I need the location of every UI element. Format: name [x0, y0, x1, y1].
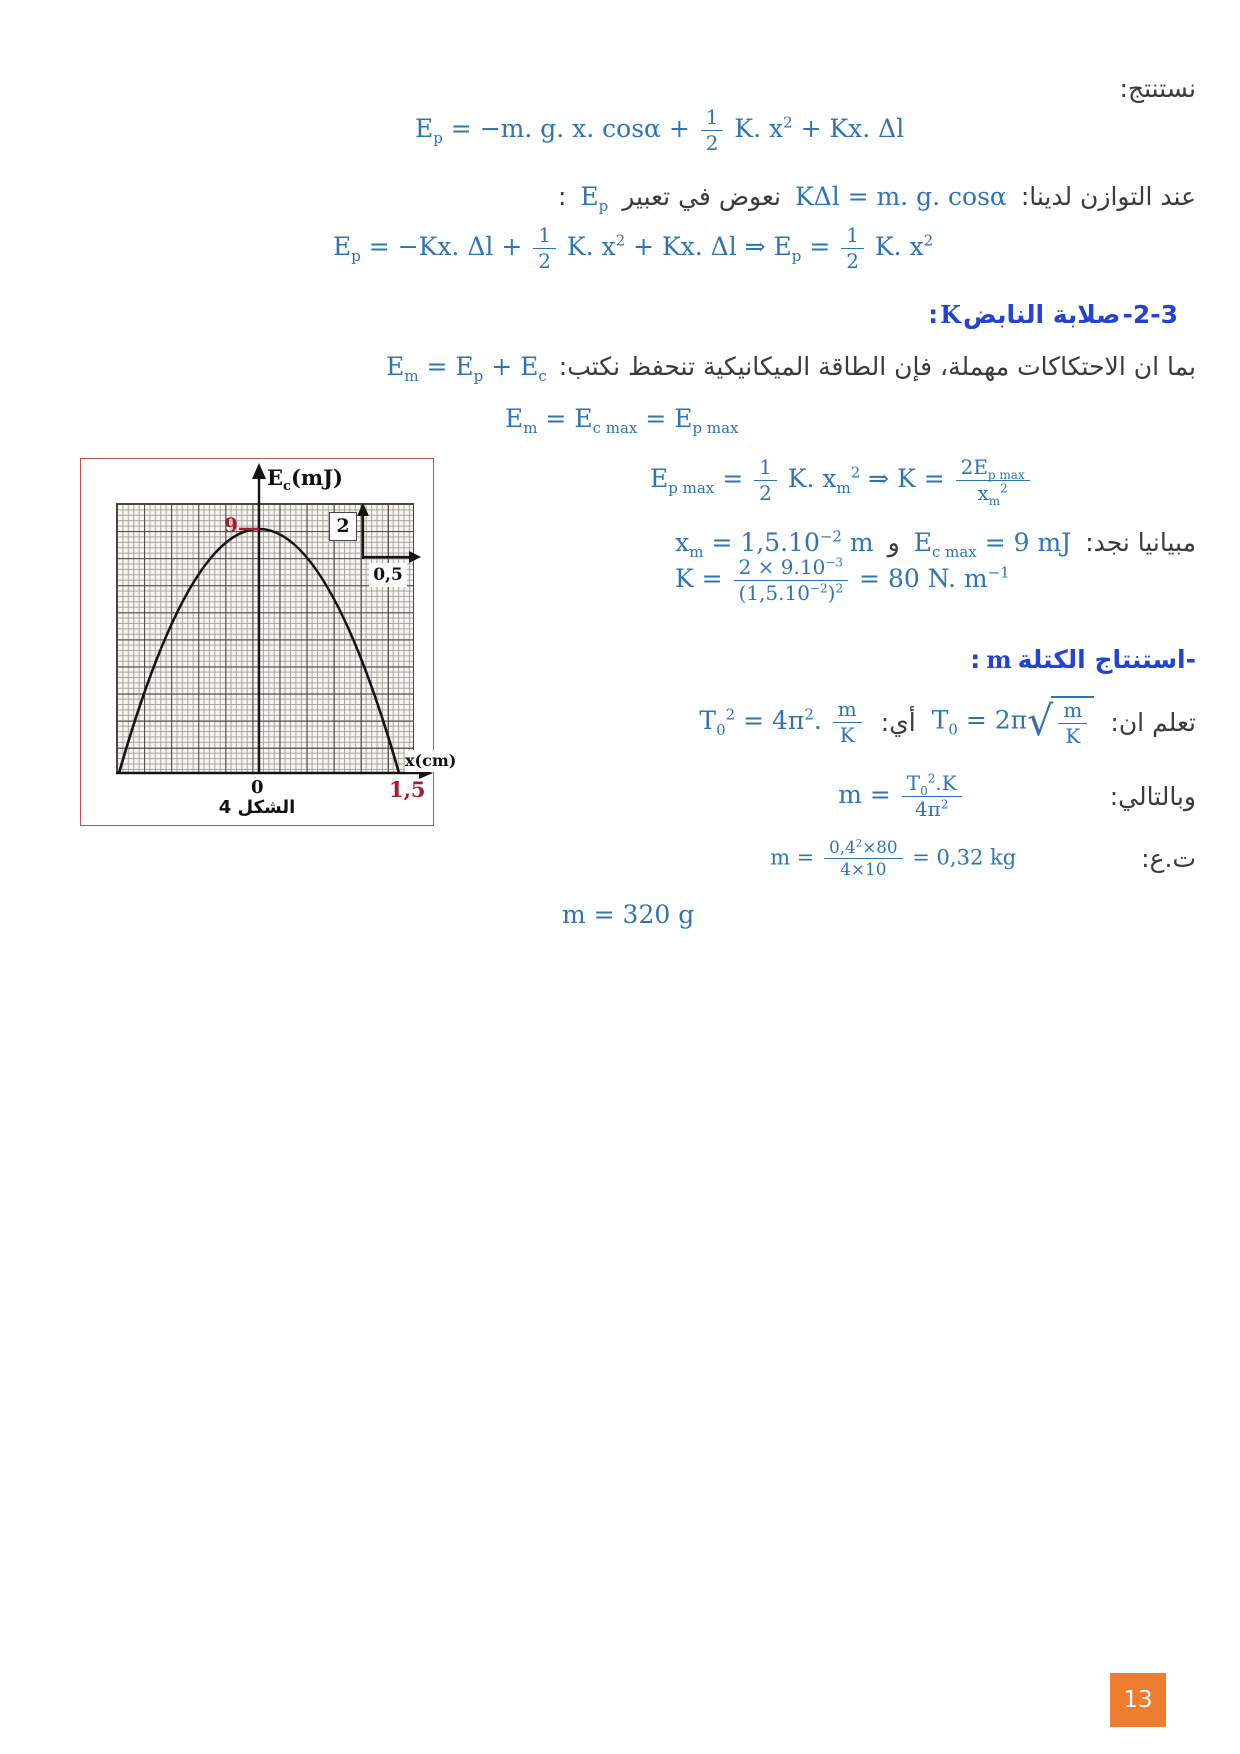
- conclude-text: نستنتج:: [1119, 74, 1196, 103]
- eq-ep-full: $E_p = -m$. g. x. cosα + $\frac{1}{2}$ K. $x^2 + Kx$. Δl: [415, 105, 905, 155]
- y-axis-label: [267, 465, 343, 494]
- y-axis-label-unit: (mJ): [290, 465, 343, 490]
- heading-k-colon: :: [928, 300, 939, 329]
- graph-reading-label: مبيانيا نجد:: [1085, 528, 1196, 557]
- heading-m-colon: :: [970, 645, 981, 674]
- x-max-label: 1,5: [389, 777, 426, 802]
- x-axis-label: x(cm): [405, 751, 457, 770]
- friction-line: [386, 352, 1196, 385]
- origin-label: 0: [251, 777, 264, 798]
- graph-drawing: [81, 459, 433, 825]
- figure-4: [80, 458, 457, 826]
- eq-em-max: $E_m = E_{c max} = E_{p max}$: [505, 404, 739, 437]
- heading-spring-stiffness: [928, 300, 1178, 329]
- eq-ep-symbol: $E_p$: [580, 182, 609, 215]
- eq-k80: K = $\frac{2 \times 9.10^{-3}}{(1,5.10^{-2})^2}$ = 80 N. $m^{-1}$: [675, 555, 1010, 605]
- graph-reading-line: [675, 527, 1196, 561]
- heading-m-text: -استنتاج الكتلة: [1017, 645, 1196, 674]
- eq-xm: $x_m = 1,5.10^{-2}$ m: [675, 527, 874, 561]
- eq-em-sum: $E_m = E_p + E_c$: [386, 352, 547, 385]
- conclude-label: [1120, 74, 1196, 103]
- x-scale-label: 0,5: [369, 563, 407, 587]
- colon-text: :: [557, 182, 567, 211]
- figure-caption: الشكل 4: [218, 797, 296, 818]
- scale-vertical-arrowhead: [357, 503, 369, 516]
- numeric-line: [770, 838, 1196, 880]
- therefore-line: [838, 772, 1196, 821]
- equation-ep-full: [415, 106, 904, 155]
- period-line: [699, 696, 1196, 748]
- numeric-label: ت.ع:: [1141, 844, 1196, 874]
- equation-em-max: [505, 404, 739, 437]
- page-number: 13: [1123, 1687, 1153, 1713]
- heading-mass: [970, 645, 1196, 674]
- therefore-label: وبالتالي:: [1109, 782, 1196, 811]
- eq-m-numeric: m = $\frac{0,4^2\times 80}{4\times 10}$ = 0,32 kg: [770, 837, 1017, 880]
- heading-k-number: 2-3-: [1122, 300, 1178, 329]
- y-scale-label: 2: [329, 512, 357, 541]
- equilibrium-label: عند التوازن لدينا:: [1020, 182, 1196, 211]
- eq-ecmax: $E_{c max} = 9$ mJ: [913, 528, 1072, 561]
- friction-text: بما ان الاحتكاكات مهملة، فإن الطاقة الميكانيكية تنحفظ نكتب:: [558, 352, 1196, 381]
- heading-k-text: صلابة النابض: [963, 300, 1121, 329]
- y-axis-label-sub: c: [283, 479, 291, 495]
- and-text: و: [887, 528, 900, 557]
- eq-t0: $T_0 = 2\pi$ √ $\frac{m}{K}$: [932, 696, 1095, 748]
- eq-kdl: KΔl = m. g. cosα: [794, 182, 1007, 211]
- y-axis-label-letter: E: [267, 465, 284, 490]
- eq-ep-balance: $E_p = -Kx$. Δl + $\frac{1}{2}$ K. $x^2 + Kx$. Δl ⇒ $E_p$ = $\frac{1}{2}$ K. $x^2$: [333, 223, 934, 273]
- scale-horizontal-arrowhead: [409, 551, 421, 563]
- page-number-badge: [1110, 1673, 1166, 1727]
- eq-m-formula: m = $\frac{T_0^2.K}{4\pi^2}$: [838, 772, 964, 821]
- y-axis-arrowhead: [252, 463, 266, 479]
- eq-epmax: $E_{p max}$ = $\frac{1}{2}$ K. $x_m^2$ ⇒ K = $\frac{2E_{p max}}{x_m^2}$: [650, 456, 1033, 505]
- heading-k-symbol: K: [940, 300, 961, 329]
- peak-value-label: 9: [224, 513, 238, 537]
- equation-epmax: [650, 455, 1033, 508]
- substitute-text: نعوض في تعبير: [622, 182, 781, 211]
- heading-m-symbol: m: [986, 645, 1012, 674]
- know-label: تعلم ان:: [1110, 707, 1196, 737]
- equation-m320: [562, 900, 694, 929]
- equilibrium-line: [557, 182, 1196, 215]
- ie-label: أي:: [880, 707, 916, 737]
- equation-ep-balance: [333, 224, 933, 273]
- equation-k80: [675, 556, 1010, 605]
- eq-t0-squared: $T_0^2 = 4\pi^2$. $\frac{m}{K}$: [699, 698, 864, 747]
- eq-m320: m = 320 g: [562, 900, 695, 929]
